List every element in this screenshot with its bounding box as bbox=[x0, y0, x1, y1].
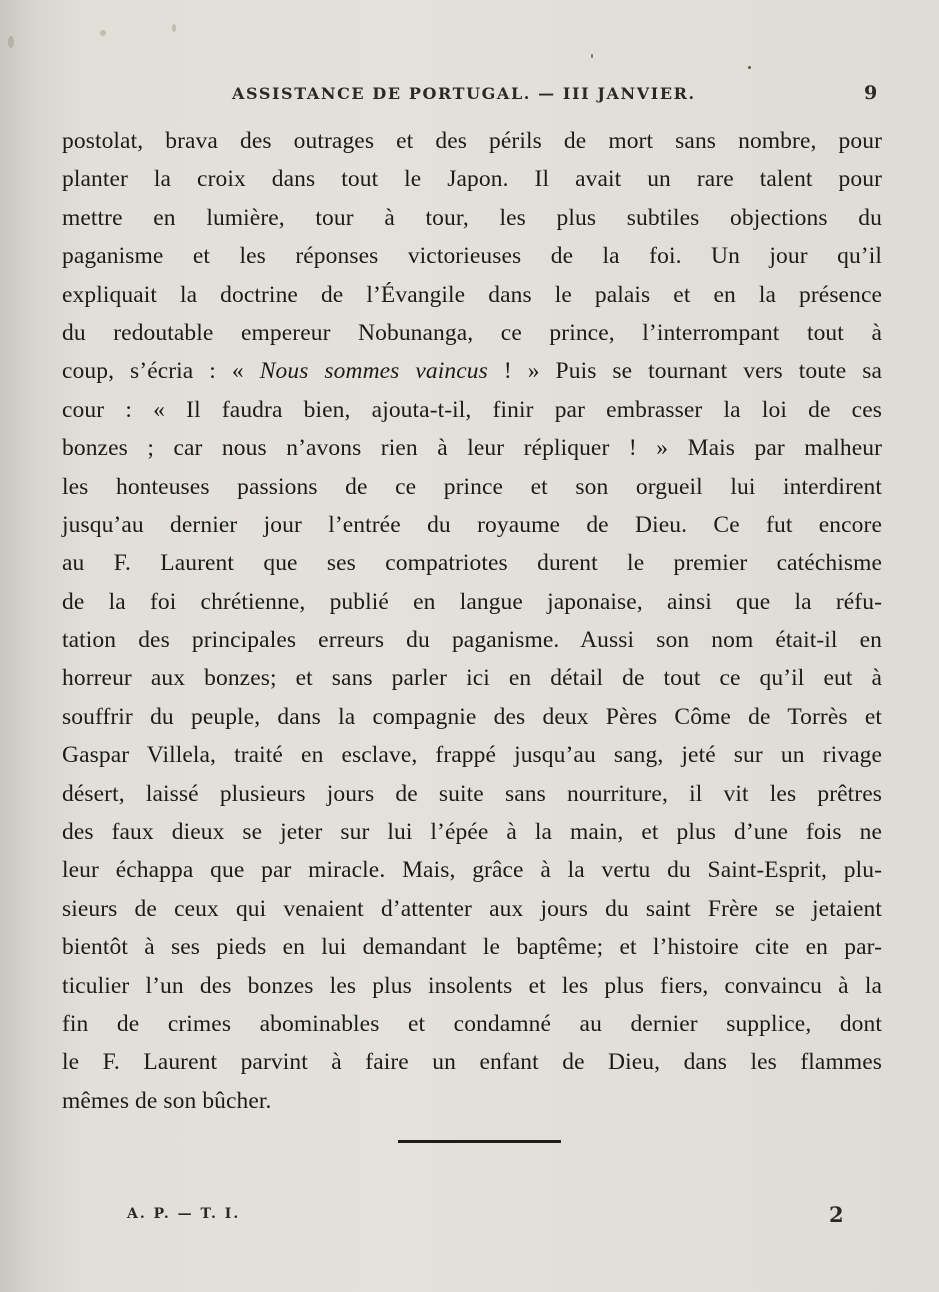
text-line: postolat, brava des outrages et des périls de mort sans nombre, pour bbox=[62, 128, 882, 154]
text-line: de la foi chrétienne, publié en langue japonaise, ainsi que la réfu- bbox=[62, 588, 882, 615]
paper-speck bbox=[172, 24, 176, 32]
text-line: bientôt à ses pieds en lui demandant le baptême; et l’histoire cite en par- bbox=[62, 934, 882, 961]
text-line: sieurs de ceux qui venaient d’attenter aux jours du saint Frère se jetaient bbox=[62, 895, 882, 922]
section-divider-rule bbox=[398, 1140, 561, 1143]
text-line: ticulier l’un des bonzes les plus insolents et les plus fiers, convaincu à la bbox=[62, 972, 882, 999]
text-line: du redoutable empereur Nobunanga, ce prince, l’interrompant tout à bbox=[62, 319, 882, 346]
text-line: mettre en lumière, tour à tour, les plus subtiles objections du bbox=[62, 204, 882, 231]
italic-quote: Nous sommes vaincus bbox=[259, 358, 488, 385]
text-line: les honteuses passions de ce prince et son orgueil lui interdirent bbox=[62, 473, 882, 500]
text-line: jusqu’au dernier jour l’entrée du royaume de Dieu. Ce fut encore bbox=[62, 511, 882, 538]
running-header-title: ASSISTANCE DE PORTUGAL. — III JANVIER. bbox=[232, 84, 696, 103]
text-line: le F. Laurent parvint à faire un enfant de Dieu, dans les flammes bbox=[62, 1049, 882, 1076]
text-line: horreur aux bonzes; et sans parler ici en détail de tout ce qu’il eut à bbox=[62, 665, 882, 692]
text-line: paganisme et les réponses victorieuses de la foi. Un jour qu’il bbox=[62, 243, 882, 270]
text-span: ! » Puis se tournant vers toute sa bbox=[487, 358, 882, 385]
signature-mark: A. P. — T. I. bbox=[127, 1206, 241, 1222]
text-span: coup, s’écria : « bbox=[62, 358, 260, 385]
text-line: tation des principales erreurs du paganisme. Aussi son nom était-il en bbox=[62, 627, 882, 654]
text-line: fin de crimes abominables et condamné au dernier supplice, dont bbox=[62, 1010, 882, 1037]
sheet-number: 2 bbox=[829, 1202, 844, 1227]
text-line: des faux dieux se jeter sur lui l’épée à la main, et plus d’une fois ne bbox=[62, 819, 882, 846]
paper-speck bbox=[591, 54, 593, 58]
text-line-with-quote bbox=[62, 352, 882, 390]
text-line: Gaspar Villela, traité en esclave, frappé jusqu’au sang, jeté sur un rivage bbox=[62, 742, 882, 769]
text-line: au F. Laurent que ses compatriotes durent le premier catéchisme bbox=[62, 550, 882, 577]
text-line: désert, laissé plusieurs jours de suite sans nourriture, il vit les prêtres bbox=[62, 780, 882, 807]
paper-speck bbox=[8, 36, 14, 48]
text-line: bonzes ; car nous n’avons rien à leur répliquer ! » Mais par malheur bbox=[62, 435, 882, 462]
text-line: leur échappa que par miracle. Mais, grâce à la vertu du Saint-Esprit, plu- bbox=[62, 857, 882, 884]
text-line: souffrir du peuple, dans la compagnie des deux Pères Côme de Torrès et bbox=[62, 703, 882, 730]
text-line: expliquait la doctrine de l’Évangile dans le palais et en la présence bbox=[62, 281, 882, 308]
body-text bbox=[62, 122, 882, 1120]
paper-speck bbox=[100, 30, 106, 36]
paper-speck bbox=[748, 66, 751, 69]
text-line: planter la croix dans tout le Japon. Il avait un rare talent pour bbox=[62, 166, 882, 193]
page-number: 9 bbox=[864, 82, 878, 104]
text-line: cour : « Il faudra bien, ajouta-t-il, finir par embrasser la loi de ces bbox=[62, 396, 882, 423]
text-line-last: mêmes de son bûcher. bbox=[62, 1087, 272, 1114]
